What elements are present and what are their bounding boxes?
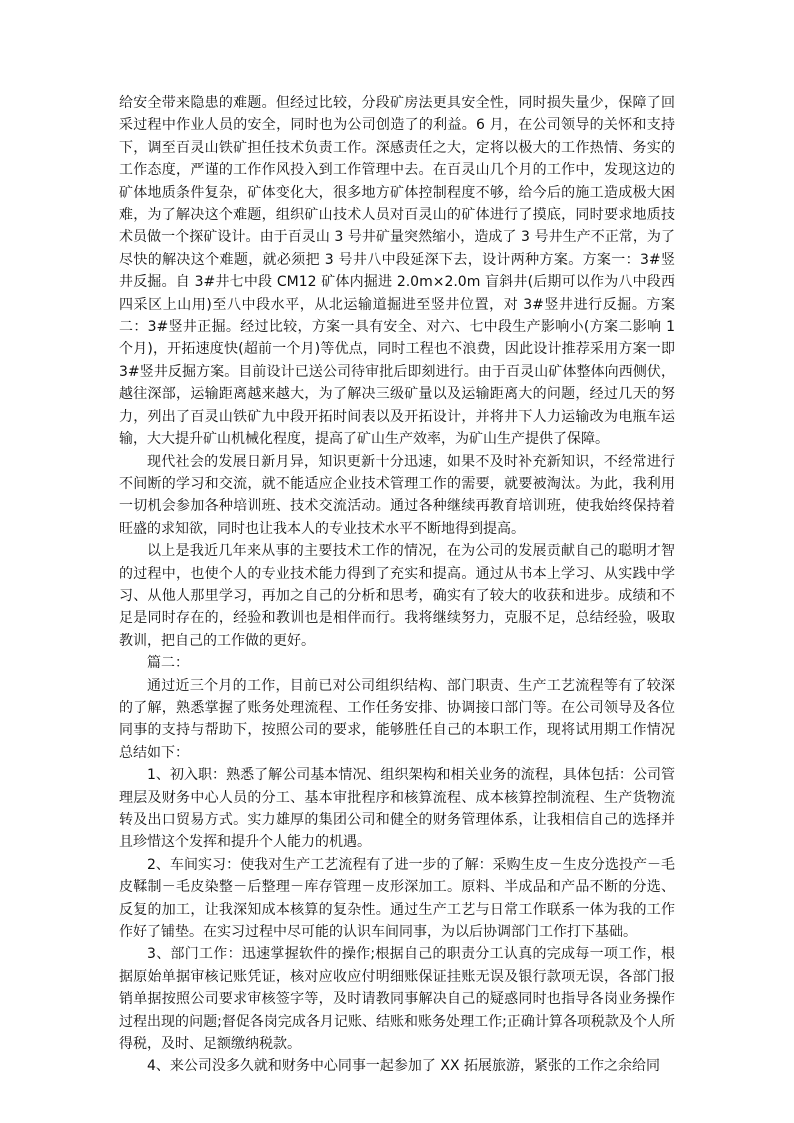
paragraph-item-workshop-internship: 2、车间实习：使我对生产工艺流程有了进一步的了解：采购生皮－生皮分选投产－毛皮鞣制－毛皮染整－后整理－库存管理－皮形深加工。原料、半成品和产品不断的分选、反复的加工，让我深知成本核算的复杂性。通过生产工艺与日常工作联系一体为我的工作作好了铺垫。在实习过程中尽可能的认识车间同事，为以后协调部门工作打下基础。 — [119, 856, 675, 941]
paragraph-item-onboarding: 1、初入职：熟悉了解公司基本情况、组织架构和相关业务的流程，具体包括：公司管理层及财务中心人员的分工、基本审批程序和核算流程、成本核算控制流程、生产货物流转及出口贸易方式。实力雄厚的集团公司和健全的财务管理体系，让我相信自己的选择并且珍惜这个发挥和提升个人能力的机遇。 — [119, 767, 675, 851]
paragraph-item-team-trip: 4、来公司没多久就和财务中心同事一起参加了 XX 拓展旅游，紧张的工作之余给同 — [147, 1058, 660, 1075]
paragraph-continuous-learning: 现代社会的发展日新月异，知识更新十分迅速，如果不及时补充新知识，不经常进行不间断的学习和交流，就不能适应企业技术管理工作的需要，就要被淘汰。为此，我利用一切机会参加各种培训班、技术交流活动。通过各种继续再教育培训班，使我始终保持着旺盛的求知欲，同时也让我本人的专业技术水平不断地得到提高。 — [119, 453, 675, 537]
paragraph-summary: 以上是我近几年来从事的主要技术工作的情况，在为公司的发展贡献自己的聪明才智的过程中，也使个人的专业技术能力得到了充实和提高。通过从书本上学习、从实践中学习、从他人那里学习，再加之自己的分析和思考，确实有了较大的收获和进步。成绩和不足是同时存在的，经验和教训也是相伴而行。我将继续努力，克服不足，总结经验，吸取教训，把自己的工作做的更好。 — [119, 543, 675, 649]
paragraph-mining-design: 给安全带来隐患的难题。但经过比较，分段矿房法更具安全性，同时损失量少，保障了回采过程中作业人员的安全，同时也为公司创造了的利益。6 月，在公司领导的关怀和支持下，调至百灵山铁矿担任技术负责工作。深感责任之大，定将以极大的工作热情、务实的工作态度，严谨的工作作风投入到工作管理中去。在百灵山几个月的工作中，发现这边的矿体地质条件复杂，矿体变化大，很多地方矿体控制程度不够，给今后的施工造成极大困难，为了解决这个难题，组织矿山技术人员对百灵山的矿体进行了摸底，同时要求地质技术员做一个探矿设计。由于百灵山 3 号井矿量突然缩小，造成了 3 号井生产不正常，为了尽快的解决这个难题，就必须把 3 号井八中段延深下去，设计两种方案。方案一：3#竖井反掘。自 3#井七中段 CM12 矿体内掘进 2.0m×2.0m 盲斜井(后期可以作为八中段西四采区上山用)至八中段水平，从北运输道掘进至竖井位置，对 3#竖井进行反掘。方案二：3#竖井正掘。经过比较，方案一具有安全、对六、七中段生产影响小(方案二影响 1 个月)，开拓速度快(超前一个月)等优点，同时工程也不浪费，因此设计推荐采用方案一即 3#竖井反掘方案。目前设计已送公司待审批后即刻进行。由于百灵山矿体整体向西侧伏，越往深部，运输距离越来越大，为了解决三级矿量以及运输距离大的问题，经过几天的努力，列出了百灵山铁矿九中段开拓时间表以及开拓设计，并将井下人力运输改为电瓶车运输，大大提升矿山机械化程度，提高了矿山生产效率，为矿山生产提供了保障。 — [119, 95, 675, 448]
paragraph-probation-intro: 通过近三个月的工作，目前已对公司组织结构、部门职责、生产工艺流程等有了较深的了解，熟悉掌握了账务处理流程、工作任务安排、协调接口部门等。在公司领导及各位同事的支持与帮助下，按照公司的要求，能够胜任自己的本职工作，现将试用期工作情况总结如下： — [119, 677, 675, 761]
section-heading-part-two: 篇二： — [147, 655, 189, 672]
paragraph-item-department-work: 3、部门工作：迅速掌握软件的操作;根据自己的职责分工认真的完成每一项工作，根据原始单据审核记账凭证，核对应收应付明细账保证挂账无误及银行款项无误，各部门报销单据按照公司要求审核签字等，及时请教同事解决自己的疑惑同时也指导各岗业务操作过程出现的问题;督促各岗完成各月记账、结账和账务处理工作;正确计算各项税款及个人所得税，及时、足额缴纳税款。 — [119, 946, 675, 1053]
document-body — [119, 92, 675, 1078]
